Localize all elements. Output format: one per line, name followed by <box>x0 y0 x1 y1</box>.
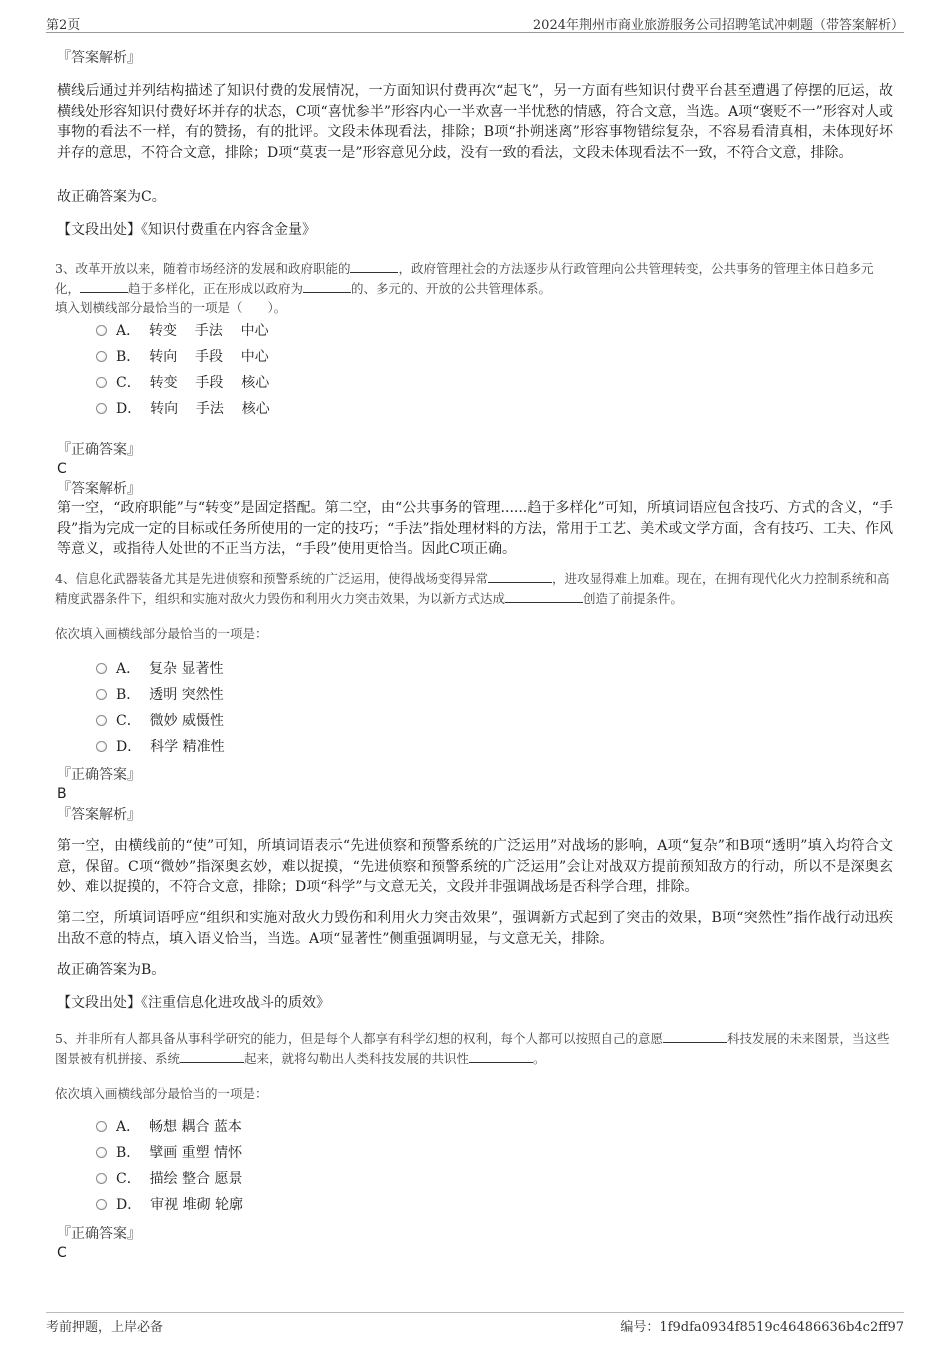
q4-instruction: 依次填入画横线部分最恰当的一项是： <box>55 626 268 641</box>
q3-instruction: 填入划横线部分最恰当的一项是（ ）。 <box>55 300 287 315</box>
radio-icon[interactable] <box>96 715 107 726</box>
footer-serial: 编号：1f9dfa0934f8519c46486636b4c2ff97 <box>620 1320 904 1335</box>
q5-option-a[interactable]: A． 畅想 耦合 蓝本 <box>96 1114 243 1140</box>
q4-correct-answer: B <box>57 786 67 802</box>
q5-option-b[interactable]: B． 擘画 重塑 情怀 <box>96 1140 243 1166</box>
q4-analysis-label: 『答案解析』 <box>57 807 141 823</box>
page-footer <box>46 1312 904 1335</box>
q2-conclusion: 故正确答案为C。 <box>57 189 166 205</box>
q3-options <box>96 318 270 422</box>
radio-icon[interactable] <box>96 351 107 362</box>
q3-analysis: 第一空，“政府职能”与“转变”是固定搭配。第二空，由“公共事务的管理......趋于多样化”可知，所填词语应包含技巧、方式的含义，“手段”指为完成一定的目标或任务所使用的一定的技巧；“手法”指处理材料的方法，常用于工艺、美术或文学方面，含有技巧、工夫、作风等意义，或指待人处世的不正当方法，“手段”使用更恰当。因此C项正确。 <box>57 500 893 557</box>
q3-option-a[interactable]: A． 转变 手法 中心 <box>96 318 270 344</box>
radio-icon[interactable] <box>96 663 107 674</box>
q5-instruction: 依次填入画横线部分最恰当的一项是： <box>55 1086 268 1101</box>
radio-icon[interactable] <box>96 377 107 388</box>
q4-options <box>96 656 225 760</box>
q4-conclusion: 故正确答案为B。 <box>57 962 166 978</box>
q5-correct-answer: C <box>57 1245 67 1261</box>
page-number: 第2页 <box>46 18 81 33</box>
radio-icon[interactable] <box>96 1199 107 1210</box>
q3-correct-answer: C <box>57 461 67 477</box>
q2-analysis-label: 『答案解析』 <box>57 50 141 66</box>
q3-correct-label: 『正确答案』 <box>57 442 141 458</box>
page-header <box>46 12 904 33</box>
q4-option-b[interactable]: B． 透明 突然性 <box>96 682 225 708</box>
footer-slogan: 考前押题，上岸必备 <box>46 1320 164 1335</box>
q5-option-c[interactable]: C． 描绘 整合 愿景 <box>96 1166 243 1192</box>
q4-correct-label: 『正确答案』 <box>57 767 141 783</box>
q5-stem: 5、并非所有人都具备从事科学研究的能力，但是每个人都享有科学幻想的权利，每个人都可以按照自己的意愿 科技发展的未来图景，当这些图景被有机拼接、系统 起来，就将勾勒出人类科技发展的共识性 。 <box>55 1031 890 1066</box>
q2-source: 【文段出处】《知识付费重在内容含金量》 <box>57 222 316 238</box>
q3-option-d[interactable]: D． 转向 手法 核心 <box>96 396 270 422</box>
q4-analysis-2: 第二空，所填词语呼应“组织和实施对敌火力毁伤和利用火力突击效果”，强调新方式起到了突击的效果，B项“突然性”指作战行动迅疾出敌不意的特点，填入语义恰当，当选。A项“显著性”侧重强调明显，与文意无关，排除。 <box>57 910 893 947</box>
q3-analysis-label: 『答案解析』 <box>57 481 141 497</box>
q2-analysis: 横线后通过并列结构描述了知识付费的发展情况，一方面知识付费再次“起飞”，另一方面有些知识付费平台甚至遭遇了停摆的厄运，故横线处形容知识付费好坏并存的状态，C项“喜忧参半”形容内心一半欢喜一半忧愁的情感，符合文意，当选。A项“褒贬不一”形容对人或事物的看法不一样，有的赞扬，有的批评。文段未体现看法，排除；B项“扑朔迷离”形容事物错综复杂，不容易看清真相，未体现好坏并存的意思，不符合文意，排除；D项“莫衷一是”形容意见分歧，没有一致的看法，文段未体现看法不一致，不符合文意，排除。 <box>57 83 893 161</box>
radio-icon[interactable] <box>96 1147 107 1158</box>
q5-correct-label: 『正确答案』 <box>57 1226 141 1242</box>
radio-icon[interactable] <box>96 741 107 752</box>
document-title: 2024年荆州市商业旅游服务公司招聘笔试冲刺题（带答案解析） <box>532 18 904 33</box>
q3-option-c[interactable]: C． 转变 手段 核心 <box>96 370 270 396</box>
q3-option-b[interactable]: B． 转向 手段 中心 <box>96 344 270 370</box>
radio-icon[interactable] <box>96 1121 107 1132</box>
q4-stem: 4、信息化武器装备尤其是先进侦察和预警系统的广泛运用，使得战场变得异常 ，进攻显得难上加难。现在，在拥有现代化火力控制系统和高精度武器条件下，组织和实施对敌火力毁伤和利用火力突击效果，为以新方式达成 创造了前提条件。 <box>55 571 890 606</box>
q4-analysis-1: 第一空，由横线前的“使”可知，所填词语表示“先进侦察和预警系统的广泛运用”对战场的影响，A项“复杂”和B项“透明”填入均符合文意，保留。C项“微妙”指深奥玄妙，难以捉摸，“先进侦察和预警系统的广泛运用”会让对战双方提前预知敌方的行动，所以不是深奥玄妙、难以捉摸的，不符合文意，排除；D项“科学”与文意无关，文段并非强调战场是否科学合理，排除。 <box>57 838 893 895</box>
q3-stem: 3、改革开放以来，随着市场经济的发展和政府职能的 ，政府管理社会的方法逐步从行政管理向公共管理转变，公共事务的管理主体日趋多元化， 趋于多样化，正在形成以政府为 的、多元的、开放的公共管理体系。 <box>55 261 874 296</box>
q4-option-a[interactable]: A． 复杂 显著性 <box>96 656 225 682</box>
q5-option-d[interactable]: D． 审视 堆砌 轮廓 <box>96 1192 243 1218</box>
radio-icon[interactable] <box>96 1173 107 1184</box>
q5-options <box>96 1114 243 1218</box>
q4-option-d[interactable]: D． 科学 精准性 <box>96 734 225 760</box>
radio-icon[interactable] <box>96 325 107 336</box>
radio-icon[interactable] <box>96 403 107 414</box>
q4-option-c[interactable]: C． 微妙 威慑性 <box>96 708 225 734</box>
q4-source: 【文段出处】《注重信息化进攻战斗的质效》 <box>57 995 330 1011</box>
radio-icon[interactable] <box>96 689 107 700</box>
